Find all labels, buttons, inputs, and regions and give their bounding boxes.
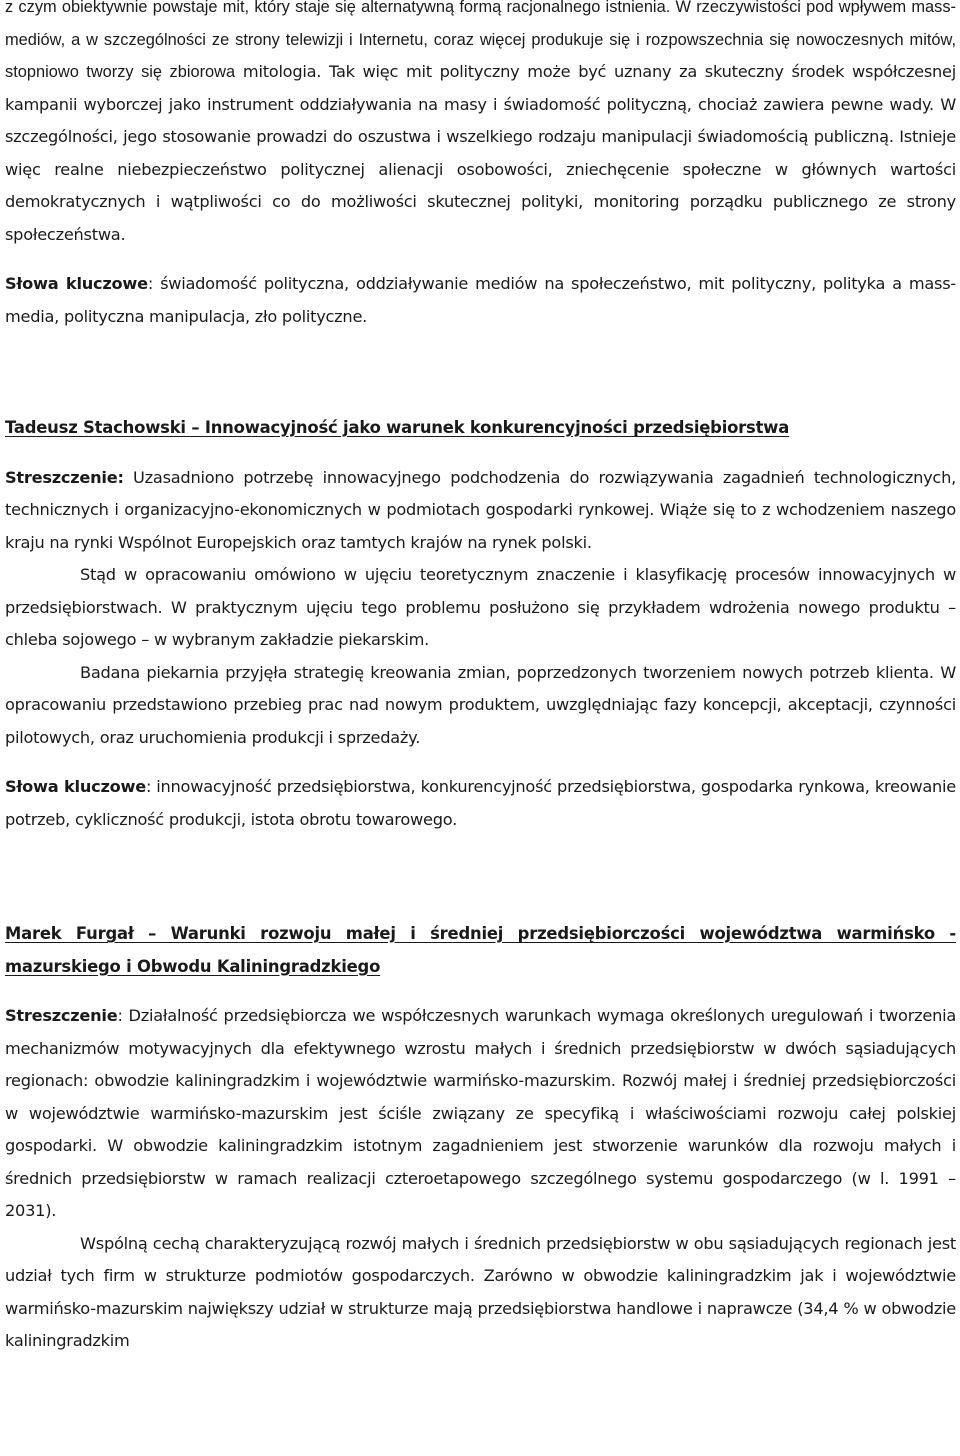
intro-abstract-rest: mitologia. Tak więc mit polityczny może być uznany za skuteczny środek współczesnej kampanii wyborczej jako instrument oddziaływania na masy i świadomość polityczną, chociaż zawiera pewne wady. W szczególności, jego stosowanie prowadzi do oszustwa i wszelkiego rodzaju manipulacji świadomością publiczną. Istnieje więc realne niebezpieczeństwo politycznej alienacji osobowości, zniechęcenie społeczne w głównych wartości demokratycznych i wątpliwości co do możliwości skutecznej polityki, monitoring porządku publicznego ze strony społeczeństwa. bbox=[5, 62, 956, 244]
abstract-paragraph bbox=[5, 462, 956, 560]
abstract-paragraph: Stąd w opracowaniu omówiono w ujęciu teoretycznym znaczenie i klasyfikację procesów innowacyjnych w przedsiębiorstwach. W praktycznym ujęciu tego problemu posłużono się przykładem wdrożenia nowego produktu – chleba sojowego – w wybranym zakładzie piekarskim. bbox=[5, 565, 956, 649]
abstract-label: Streszczenie bbox=[5, 1006, 118, 1025]
article-furgal bbox=[5, 918, 956, 1358]
keywords-text: : świadomość polityczna, oddziaływanie mediów na społeczeństwo, mit polityczny, polityka a mass-media, polityczna manipulacja, zło polityczne. bbox=[5, 274, 956, 326]
abstract-paragraph: Badana piekarnia przyjęła strategię kreowania zmian, poprzedzonych tworzeniem nowych potrzeb klienta. W opracowaniu przedstawiono przebieg prac nad nowym produktem, uwzględniając fazy koncepcji, akceptacji, czynności pilotowych, oraz uruchomienia produkcji i sprzedaży. bbox=[5, 662, 956, 747]
abstract-text: : Działalność przedsiębiorcza we współczesnych warunkach wymaga określonych uregulowań i tworzenia mechanizmów motywacyjnych dla efektywnego wzrostu małych i średnich przedsiębiorstw w dwóch sąsiadujących regionach: obwodzie kaliningradzkim i województwie warmińsko-mazurskim. Rozwój małej i średniej przedsiębiorczości w województwie warmińsko-mazurskim jest ściśle związany ze specyfiką i właściwościami rozwoju całej polskiej gospodarki. W obwodzie kaliningradzkim istotnym zagadnieniem jest stworzenie warunków dla rozwoju małych i średnich przedsiębiorstw w ramach realizacji czteroetapowego szczególnego systemu gospodarczego (w l. 1991 – 2031). bbox=[5, 1006, 956, 1220]
abstract-label: Streszczenie: bbox=[5, 467, 124, 487]
article-keywords bbox=[5, 771, 956, 836]
intro-section bbox=[5, 0, 956, 333]
article-title: Marek Furgał – Warunki rozwoju małej i średniej przedsiębiorczości województwa warmińsko - mazurskiego i Obwodu Kaliningradzkiego bbox=[5, 924, 956, 976]
keywords-text: : innowacyjność przedsiębiorstwa, konkurencyjność przedsiębiorstwa, gospodarka rynkowa, kreowanie potrzeb, cykliczność produkcji, istota obrotu towarowego. bbox=[5, 777, 956, 829]
intro-keywords bbox=[5, 268, 956, 333]
document-page bbox=[5, 0, 956, 1358]
abstract-paragraph bbox=[5, 1000, 956, 1228]
intro-abstract-start: z czym obiektywnie powstaje mit, który staje się alternatywną formą racjonalnego istnienia. W rzeczywistości pod wpływem mass-mediów, a w szczególności ze strony telewizji i Internetu, coraz więcej produkuje się i rozpowszechnia się nowoczesnych mitów, stopniowo tworzy się zbiorowa bbox=[5, 0, 956, 81]
keywords-label: Słowa kluczowe bbox=[5, 274, 148, 293]
abstract-text: Uzasadniono potrzebę innowacyjnego podchodzenia do rozwiązywania zagadnień technologicznych, technicznych i organizacyjno-ekonomicznych w podmiotach gospodarki rynkowej. Wiąże się to z wchodzeniem naszego kraju na rynki Wspólnot Europejskich oraz tamtych krajów na rynek polski. bbox=[5, 467, 956, 552]
article-title: Tadeusz Stachowski – Innowacyjność jako warunek konkurencyjności przedsiębiorstwa bbox=[5, 418, 790, 437]
abstract-paragraph: Wspólną cechą charakteryzującą rozwój małych i średnich przedsiębiorstw w obu sąsiadujących regionach jest udział tych firm w strukturze podmiotów gospodarczych. Zarówno w obwodzie kaliningradzkim jak i województwie warmińsko-mazurskim największy udział w strukturze mają przedsiębiorstwa handlowe i naprawcze (34,4 % w obwodzie kaliningradzkim bbox=[5, 1233, 956, 1350]
intro-abstract bbox=[5, 0, 956, 251]
keywords-label: Słowa kluczowe bbox=[5, 777, 146, 796]
article-stachowski bbox=[5, 412, 956, 836]
